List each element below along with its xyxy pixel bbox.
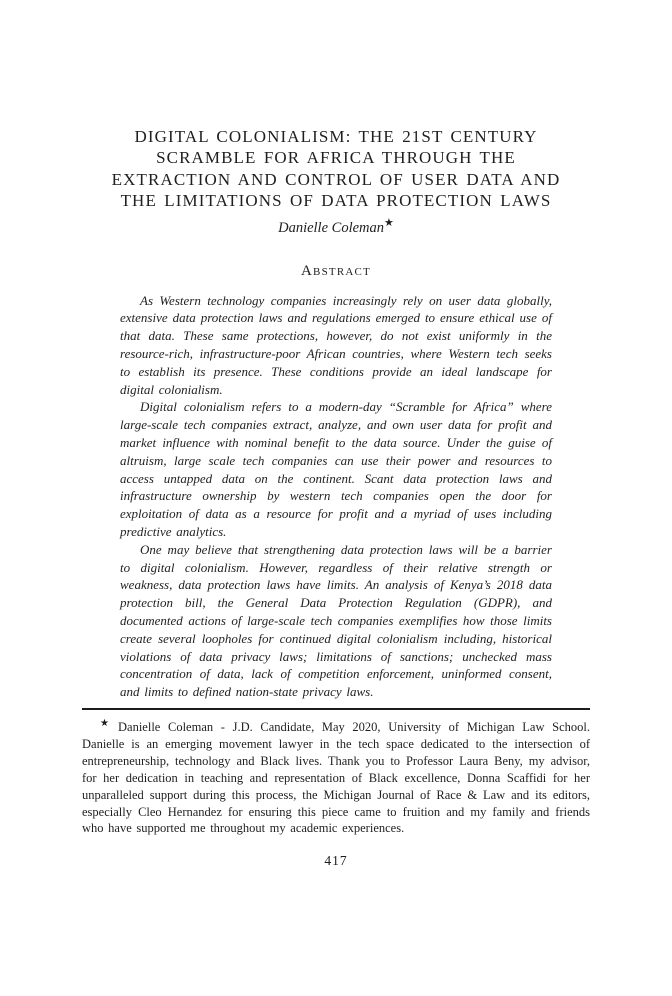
article-title-line-2: SCRAMBLE FOR AFRICA THROUGH THE [156, 148, 516, 168]
page-number: 417 [324, 853, 348, 868]
author-name: Danielle Coleman [278, 219, 385, 236]
author-footnote-star-icon: ★ [384, 216, 394, 229]
abstract-paragraph-2: Digital colonialism refers to a modern-day “Scramble for Africa” where large-scale tech companies extract, analyze, and own user data for profit and market influence with nominal benefit to the data source. Under the guise of altruism, large scale tech companies can use their power and resources to access untapped data on the continent. Scant data protection laws and infrastructure ownership by western tech companies open the door for exploitation of data as a resource for profit and a myriad of uses including predictive analytics. [120, 399, 552, 539]
footnote-body: Danielle Coleman - J.D. Candidate, May 2020, University of Michigan Law School. Danielle is an emerging movement lawyer in the tech space dedicated to the intersection of entrepreneurship, technology and Black lives. Thank you to Professor Laura Beny, my advisor, for her dedication in teaching and representation of Black excellence, Donna Scaffidi for her unparalleled support during this process, the Michigan Journal of Race & Law and its editors, especially Cleo Hernandez for ensuring this piece came to fruition and my family and friends who have supported me throughout my academic experiences. [82, 720, 590, 836]
abstract-paragraph-3: One may believe that strengthening data protection laws will be a barrier to digital colonialism. However, regardless of their relative strength or weakness, data protection laws have limits. An analysis of Kenya’s 2018 data protection bill, the General Data Protection Regulation (GDPR), and documented actions of large-scale tech companies exemplifies how those limits create several loopholes for continued digital colonialism including, historical violations of data privacy laws; limitations of sanctions; unchecked mass concentration of data, lack of competition enforcement, uninformed consent, and limits to defined nation-state privacy laws. [120, 541, 552, 700]
author-byline [82, 216, 590, 237]
footnote-text [82, 719, 590, 837]
abstract-paragraph-1: As Western technology companies increasingly rely on user data globally, extensive data protection laws and regulations emerged to ensure ethical use of that data. These same protections, however, do not exist uniformly in the resource-rich, infrastructure-poor African countries, where Western tech seeks to establish its presence. These conditions provide an ideal landscape for digital colonialism. [120, 292, 552, 397]
footnote-divider [82, 708, 590, 710]
article-title-line-3: EXTRACTION AND CONTROL OF USER DATA AND [111, 169, 561, 189]
abstract-heading: Abstract [301, 262, 371, 279]
footnote-section [82, 708, 590, 837]
footnote-star-icon: ★ [100, 717, 112, 729]
article-title-line-1: DIGITAL COLONIALISM: THE 21ST CENTURY [134, 127, 538, 146]
abstract-body [120, 292, 552, 701]
article-title-line-4: THE LIMITATIONS OF DATA PROTECTION LAWS [120, 191, 552, 211]
article-title [82, 0, 590, 212]
